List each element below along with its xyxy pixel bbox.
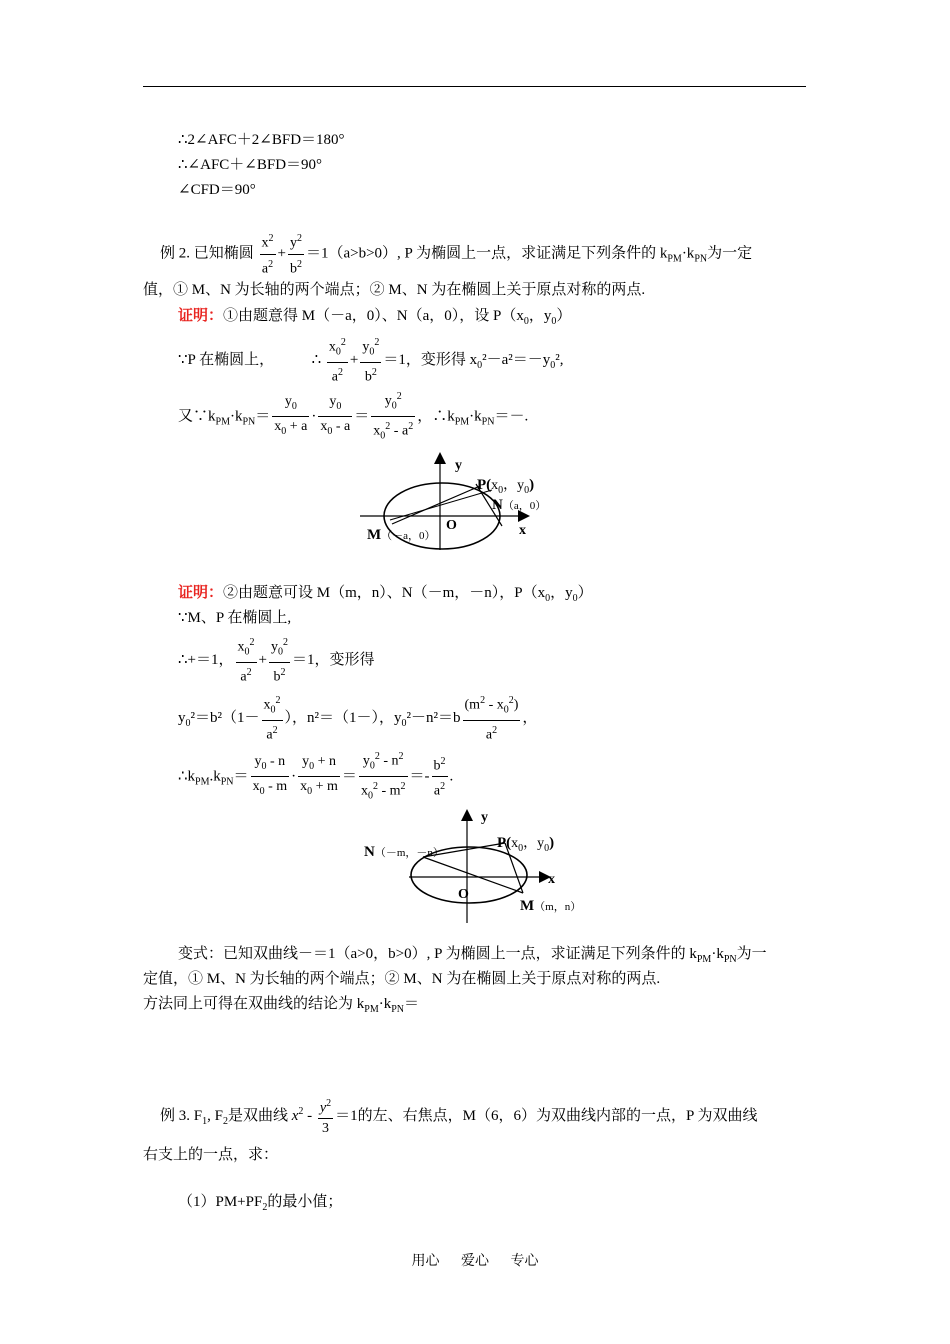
fig1-p-label: $P(x_0$，$y_0$) xyxy=(477,477,535,496)
fig1-m-label: M（－a，0） xyxy=(367,527,436,543)
fig2-y-label: y xyxy=(481,810,488,825)
proof-2-line-4: $y_0^2=b^2(1-$ $\frac{x_0^2}{a^2}$ ），n²＝（1－），$y_0^2-n^2=b$ $\frac{(m^2 - x_0^2)}{a^2}$ ， xyxy=(178,692,537,746)
proof-2-line-5: $\therefore k_{PM}.k_{PN}=$ $\frac{y_0 - n}{x_0 - m}$ · $\frac{y_0 + n}{x_0 + m}$ ＝ $\frac{y_0^2 - n^2}{x_0^2 - m^2}$ ＝- $\frac{b^2}{a^2}$ . xyxy=(178,748,453,806)
example-2-line-2: 值，① M、N 为长轴的两个端点；② M、N 为在椭圆上关于原点对称的两点. xyxy=(143,282,646,298)
fraction-y2-b2: $\frac{y^2}{b^2}$ xyxy=(288,230,304,278)
example-3-line-2: 右支上的一点，求： xyxy=(143,1147,279,1163)
proof-2-line-2: ∵M、P 在椭圆上, xyxy=(178,610,292,626)
variant-line-3: 方法同上可得在双曲线的结论为 $k_{PM}\cdot k_{PN}=$ xyxy=(143,996,420,1015)
proof-line-2: ∴∠AFC＋∠BFD＝90° xyxy=(178,157,323,173)
proof-line-1: ∴2∠AFC＋2∠BFD＝180° xyxy=(178,132,345,148)
proof-2-line-1: 证明：②由题意可设 M（m，n）、N（－m，－n），$P(x_0$，$y_0$） xyxy=(178,585,593,604)
fraction-x2-a2: $\frac{x^2}{a^2}$ xyxy=(260,230,276,278)
fig2-x-label: x xyxy=(548,872,555,887)
proof-2-line-3: ∴+＝1， $\frac{x_0^2}{a^2}$ + $\frac{y_0^2}{b^2}$ ＝1，变形得 xyxy=(178,634,375,687)
example-3-statement: 例 3. $F_1$, $F_2$是双曲线 $x^2$ - $\frac{y^2}{3}$ ＝1的左、右焦点，M（6，6）为双曲线内部的一点，P 为双曲线 xyxy=(160,1090,758,1144)
proof-line-3: ∠CFD＝90° xyxy=(178,182,256,198)
proof-1-line-3: 又$\because k_{PM}\cdot k_{PN}=$ $\frac{y_0}{x_0 + a}$ · $\frac{y_0}{x_0 - a}$ ＝ $\frac{y_0^2}{x_0^2 - a^2}$ ，$\therefore k_{PM}\cdot k_{PN}=-$. xyxy=(178,388,528,446)
variant-line-1: 变式：已知双曲线－＝1（a>0，b>0）, P 为椭圆上一点，求证满足下列条件的 $k_{PM}\cdot k_{PN}$为一 xyxy=(178,946,767,965)
proof-1-line-1: 证明：①由题意得 M（－a，0）、N（a，0），设 $P(x_0$，$y_0$） xyxy=(178,308,572,327)
variant-line-2: 定值，① M、N 为长轴的两个端点；② M、N 为在椭圆上关于原点对称的两点. xyxy=(143,971,661,987)
example-3-question-1: $(1)PM+PF_2$的最小值； xyxy=(178,1194,343,1213)
fig1-n-label: N（a，0） xyxy=(492,497,547,513)
proof-1-line-2: ∵P 在椭圆上， ∴ $\frac{x_0^2}{a^2}$ + $\frac{y_0^2}{b^2}$ ＝1，变形得 $x_0^2-a^2=-y_0^2$, xyxy=(178,334,564,387)
fig1-y-label: y xyxy=(455,458,462,473)
fig1-origin-label: O xyxy=(446,518,457,533)
example-2-statement: 例 2. 已知椭圆 $\frac{x^2}{a^2}$ + $\frac{y^2}{b^2}$ ＝1（a>b>0）, P 为椭圆上一点，求证满足下列条件的 $k_{PM}\cdot k_{PN}$为一定 xyxy=(160,230,752,280)
header-rule xyxy=(143,86,806,87)
page-footer: 用心 爱心 专心 xyxy=(411,1254,539,1269)
fig2-p-label: $P(x_0$，$y_0$) xyxy=(497,835,555,854)
fig2-origin-label: O xyxy=(458,887,469,902)
fig1-x-label: x xyxy=(519,523,526,538)
segment-mp xyxy=(392,486,480,524)
fig2-m-label: M（m，n） xyxy=(520,898,582,914)
fig2-n-label: N（－m，－n） xyxy=(364,844,444,860)
